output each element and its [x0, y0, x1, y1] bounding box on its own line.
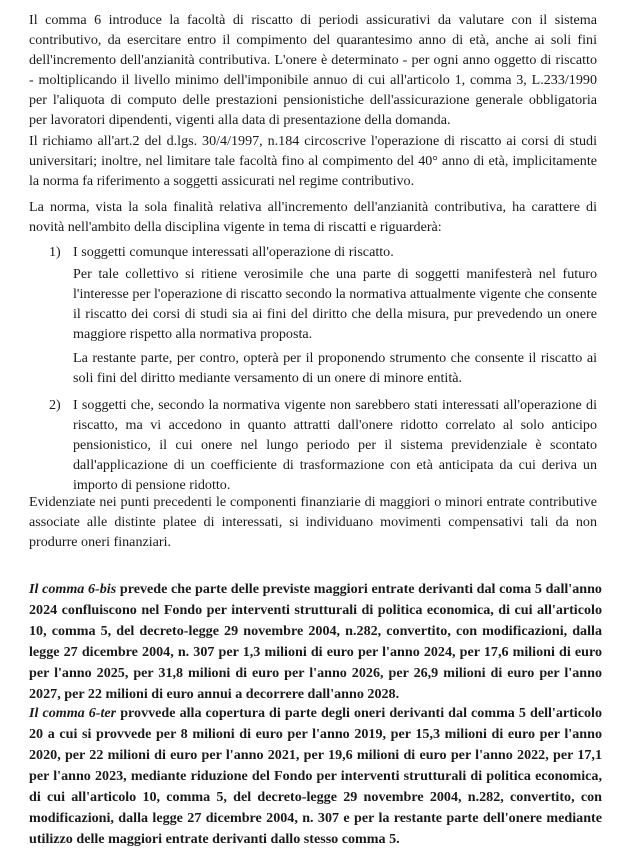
comma-6-ter-text: provvede alla copertura di parte degli oneri derivanti dal comma 5 dell'articolo 20 a cui si provvede per 8 milioni di euro per l'anno 2019, per 15,3 milioni di euro per l'anno 2020, per 22 milioni di euro per l'anno 2021, per 19,6 milioni di euro per l'anno 2022, per 17,1 per l'anno 2023, mediante riduzione del Fondo per interventi strutturali di politica economica, di cui all'articolo 10, comma 5, del decreto-legge 29 novembre 2004, n.282, convertito, con modificazioni, dalla legge 27 dicembre 2004, n. 307 e per la restante parte dell'onere mediante utilizzo delle maggiori entrate derivanti dallo stesso comma 5. [29, 705, 602, 847]
list-item-1-heading: I soggetti comunque interessati all'operazione di riscatto. [73, 244, 394, 260]
list-item-1-number: 1) [49, 244, 61, 260]
list-item-2-number: 2) [49, 397, 61, 413]
comma-6-bis-text: prevede che parte delle previste maggiori entrate derivanti dal coma 5 dall'anno 2024 confluiscono nel Fondo per interventi strutturali di politica economica, di cui all'articolo 10, comma 5, del decreto-legge 29 novembre 2004, n.282, convertito, con modificazioni, dalla legge 27 dicembre 2004, n. 307 per 1,3 milioni di euro per l'anno 2024, per 17,6 milioni di euro per l'anno 2025, per 31,8 milioni di euro per l'anno 2026, per 26,9 milioni di euro per l'anno 2027, per 22 milioni di euro annui a decorrere dall'anno 2028. [29, 581, 602, 702]
list-item-2-text: I soggetti che, secondo la normativa vigente non sarebbero stati interessati all'operazione di riscatto, ma vi accedono in quanto attratti dall'onere ridotto correlato al solo anticipo pensionistico, il cui onere nel lungo periodo per il sistema previdenziale è scontato dall'applicazione di un coefficiente di trasformazione con età anticipata da cui deriva un importo di pensione ridotto. [73, 397, 597, 493]
paragraph-comma-6-ter [29, 703, 602, 850]
list-item-1-subparagraph-2: La restante parte, per contro, opterà per il proponendo strumento che consente il riscatto ai soli fini del diritto mediante versamento di un onere di minore entità. [73, 350, 597, 386]
comma-6-bis-lead: Il comma 6-bis [29, 581, 117, 597]
paragraph-richiamo-art2: Il richiamo all'art.2 del d.lgs. 30/4/1997, n.184 circoscrive l'operazione di riscatto ai corsi di studi universitari; inoltre, nel limitare tale facoltà fino al compimento del 40° anno di età, implicitamente la norma fa riferimento a soggetti assicurati nel regime contributivo. [29, 133, 597, 189]
list-item-1-subparagraph-1: Per tale collettivo si ritiene verosimile che una parte di soggetti manifesterà nel futuro l'interesse per l'operazione di riscatto secondo la normativa attualmente vigente che consente il riscatto dei corsi di studi sia ai fini del diritto che della misura, pur prevedendo un onere maggiore rispetto alla normativa proposta. [73, 266, 597, 342]
paragraph-evidenziate: Evidenziate nei punti precedenti le componenti finanziarie di maggiori o minori entrate contributive associate alle distinte platee di interessati, si individuano movimenti compensativi tali da non produrre oneri finanziari. [29, 494, 597, 550]
paragraph-comma-6-bis [29, 579, 602, 705]
comma-6-ter-lead: Il comma 6-ter [29, 705, 117, 721]
paragraph-comma-6-intro: Il comma 6 introduce la facoltà di riscatto di periodi assicurativi da valutare con il sistema contributivo, da esercitare entro il compimento del quarantesimo anno di età, anche ai soli fini dell'incremento dell'anzianità contributiva. L'onere è determinato - per ogni anno oggetto di riscatto - moltiplicando il livello minimo dell'imponibile annuo di cui all'articolo 1, comma 3, L.233/1990 per l'aliquota di computo delle prestazioni pensionistiche dell'assicurazione generale obbligatoria per lavoratori dipendenti, vigenti alla data di presentazione della domanda. [29, 12, 597, 128]
paragraph-la-norma: La norma, vista la sola finalità relativa all'incremento dell'anzianità contributiva, ha carattere di novità nell'ambito della disciplina vigente in tema di riscatti e riguarderà: [29, 199, 597, 235]
